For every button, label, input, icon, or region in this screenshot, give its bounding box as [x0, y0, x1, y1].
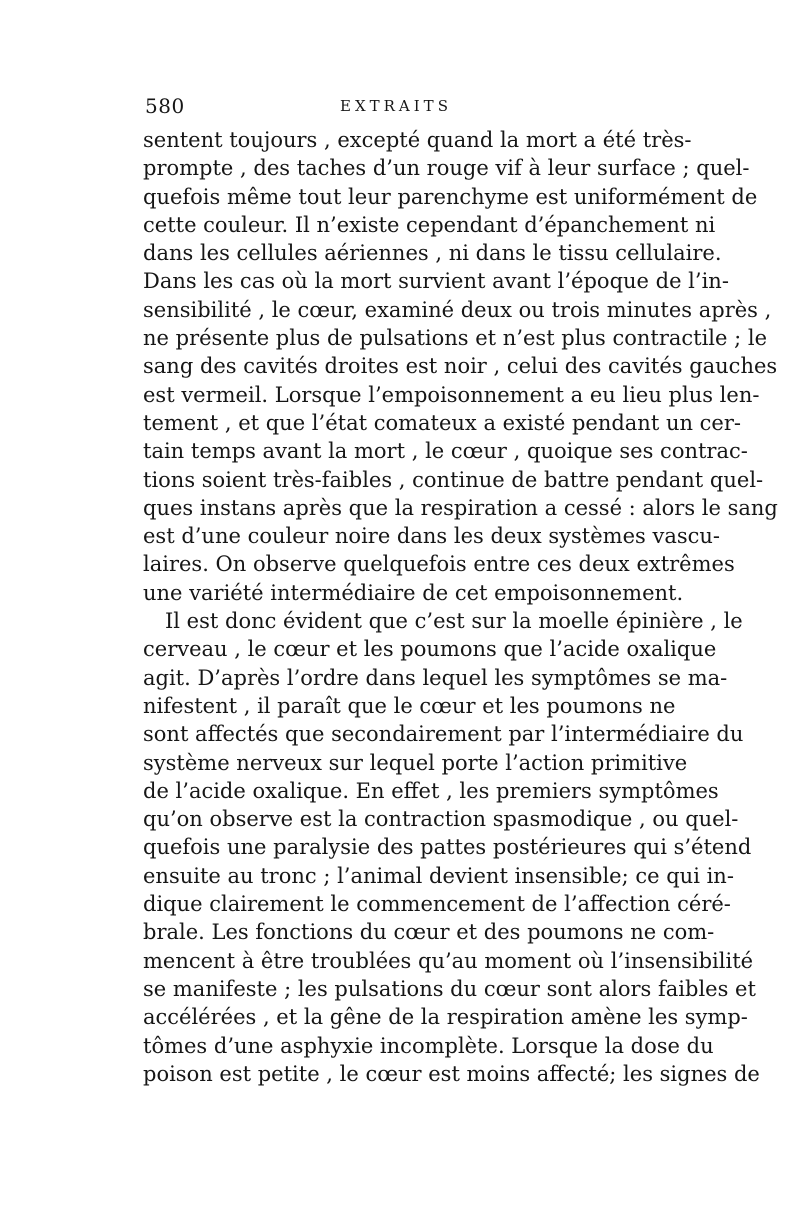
text-line: agit. D’après l’ordre dans lequel les symptômes se ma-	[143, 665, 728, 690]
paragraph-start-line: Il est donc évident que c’est sur la moelle épinière , le	[165, 609, 743, 634]
text-line: est vermeil. Lorsque l’empoisonnement a eu lieu plus len-	[143, 382, 760, 407]
text-line: cette couleur. Il n’existe cependant d’épanchement ni	[143, 212, 716, 237]
text-line: tômes d’une asphyxie incomplète. Lorsque la dose du	[143, 1033, 714, 1058]
text-line: poison est petite , le cœur est moins affecté; les signes de	[143, 1061, 760, 1086]
page-header	[145, 94, 665, 122]
text-line: Dans les cas où la mort survient avant l’époque de l’in-	[143, 269, 729, 294]
text-line: système nerveux sur lequel porte l’action primitive	[143, 750, 688, 775]
text-line: laires. On observe quelquefois entre ces deux extrêmes	[143, 552, 735, 577]
page-number: 580	[145, 94, 185, 118]
running-head: EXTRAITS	[340, 97, 452, 115]
text-line: sang des cavités droites est noir , celui des cavités gauches	[143, 354, 778, 379]
text-line: quefois une paralysie des pattes postérieures qui s’étend	[143, 835, 752, 860]
text-line: tions soient très-faibles , continue de battre pendant quel-	[143, 467, 764, 492]
text-line: dans les cellules aériennes , ni dans le tissu cellulaire.	[143, 241, 722, 266]
body-text	[143, 126, 778, 1088]
text-line: sensibilité , le cœur, examiné deux ou trois minutes après ,	[143, 297, 772, 322]
text-line: nifestent , il paraît que le cœur et les poumons ne	[143, 693, 676, 718]
text-line: est d’une couleur noire dans les deux systèmes vascu-	[143, 524, 720, 549]
paragraph-end-line: une variété intermédiaire de cet empoisonnement.	[143, 580, 684, 605]
text-line: prompte , des taches d’un rouge vif à leur surface ; quel-	[143, 156, 750, 181]
text-line: sont affectés que secondairement par l’intermédiaire du	[143, 722, 744, 747]
text-line: sentent toujours , excepté quand la mort a été très-	[143, 128, 692, 152]
text-line: se manifeste ; les pulsations du cœur sont alors faibles et	[143, 976, 756, 1001]
text-line: cerveau , le cœur et les poumons que l’acide oxalique	[143, 637, 717, 662]
text-line: tement , et que l’état comateux a existé pendant un cer-	[143, 410, 741, 435]
text-line: ne présente plus de pulsations et n’est plus contractile ; le	[143, 326, 768, 351]
text-line: de l’acide oxalique. En effet , les premiers symptômes	[143, 778, 719, 803]
text-line: mencent à être troublées qu’au moment où l’insensibilité	[143, 948, 754, 973]
text-line: qu’on observe est la contraction spasmodique , ou quel-	[143, 807, 739, 832]
text-line: dique clairement le commencement de l’affection céré-	[143, 892, 731, 917]
text-line: accélérées , et la gêne de la respiration amène les symp-	[143, 1005, 748, 1030]
text-line: tain temps avant la mort , le cœur , quoique ses contrac-	[143, 439, 748, 464]
text-line: brale. Les fonctions du cœur et des poumons ne com-	[143, 920, 715, 945]
text-line: quefois même tout leur parenchyme est uniformément de	[143, 184, 758, 209]
text-line: ensuite au tronc ; l’animal devient insensible; ce qui in-	[143, 863, 734, 888]
text-line: ques instans après que la respiration a cessé : alors le sang	[143, 495, 778, 520]
